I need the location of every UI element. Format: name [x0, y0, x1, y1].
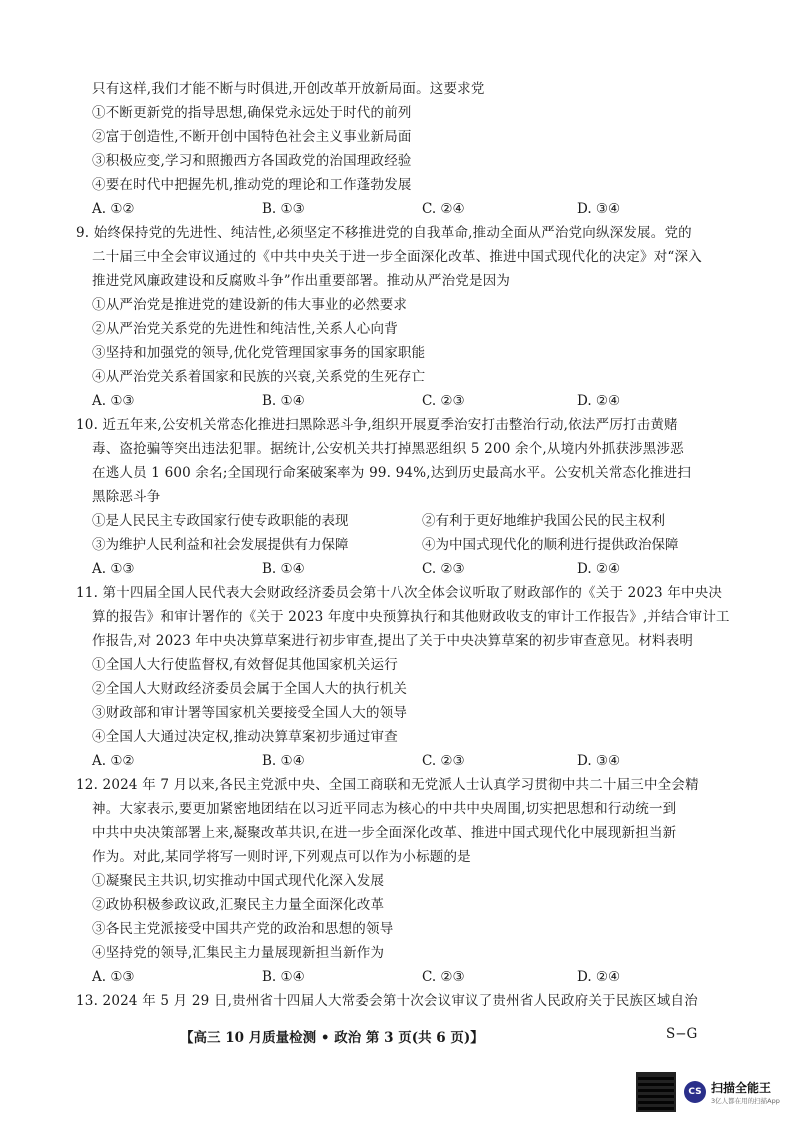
q9-option-b: B. ①④	[262, 393, 305, 409]
q11-option-b: B. ①④	[262, 753, 305, 769]
qr-code-icon	[636, 1072, 676, 1112]
q10-choice-1: ①是人民民主专政国家行使专政职能的表现	[92, 513, 349, 529]
q9-stem-2: 二十届三中全会审议通过的《中共中央关于进一步全面深化改革、推进中国式现代化的决定》对“深入	[92, 249, 702, 265]
q10-option-b: B. ①④	[262, 561, 305, 577]
q9-choice-4: ④从严治党关系着国家和民族的兴衰,关系党的生死存亡	[92, 369, 426, 385]
q9-choice-1: ①从严治党是推进党的建设新的伟大事业的必然要求	[92, 297, 408, 313]
q11-option-d: D. ③④	[577, 753, 621, 769]
q11-stem-3: 作报告,对 2023 年中央决算草案进行初步审查,提出了关于中央决算草案的初步审查意见。材料表明	[92, 633, 694, 649]
q8-choice-1: ①不断更新党的指导思想,确保党永远处于时代的前列	[92, 105, 412, 121]
q11-choice-2: ②全国人大财政经济委员会属于全国人大的执行机关	[92, 681, 408, 697]
q10-choice-4: ④为中国式现代化的顺利进行提供政治保障	[422, 537, 679, 553]
q8-stem-tail: 只有这样,我们才能不断与时俱进,开创改革开放新局面。这要求党	[92, 81, 485, 97]
q12-choice-4: ④坚持党的领导,汇集民主力量展现新担当新作为	[92, 945, 385, 961]
q12-option-a: A. ①③	[92, 969, 135, 985]
q12-stem-4: 作为。对此,某同学将写一则时评,下列观点可以作为小标题的是	[92, 849, 471, 865]
scanner-watermark	[636, 1070, 786, 1114]
q8-option-b: B. ①③	[262, 201, 305, 217]
q13-stem-3	[92, 1018, 722, 1040]
q11-choice-1: ①全国人大行使监督权,有效督促其他国家机关运行	[92, 657, 398, 673]
q10-stem-1: 10. 近五年来,公安机关常态化推进扫黑除恶斗争,组织开展夏季治安打击整治行动,依法严厉打击黄赌	[76, 417, 678, 433]
watermark-text	[711, 1079, 780, 1105]
q12-choice-3: ③各民主党派接受中国共产党的政治和思想的领导	[92, 921, 394, 937]
q11-stem-2: 算的报告》和审计署作的《关于 2023 年度中央预算执行和其他财政收支的审计工作报告》,并结合审计工	[92, 609, 730, 625]
q10-stem-2: 毒、盗抢骗等突出违法犯罪。据统计,公安机关共打掉黑恶组织 5 200 余个,从境内外抓获涉黑涉恶	[92, 441, 684, 457]
q10-choice-3: ③为维护人民利益和社会发展提供有力保障	[92, 537, 349, 553]
watermark-subtitle: 3亿人都在用的扫描App	[711, 1097, 780, 1105]
q12-choice-2: ②政协积极参政议政,汇聚民主力量全面深化改革	[92, 897, 385, 913]
camscanner-logo-icon: CS	[684, 1081, 706, 1103]
q8-choice-2: ②富于创造性,不断开创中国特色社会主义事业新局面	[92, 129, 412, 145]
paper-code: S−G	[666, 1026, 698, 1042]
q11-choice-4: ④全国人大通过决定权,推动决算草案初步通过审查	[92, 729, 398, 745]
q11-option-a: A. ①②	[92, 753, 135, 769]
q12-option-b: B. ①④	[262, 969, 305, 985]
q9-option-d: D. ②④	[577, 393, 621, 409]
q10-option-c: C. ②③	[422, 561, 465, 577]
q12-stem-3: 中共中央决策部署上来,凝聚改革共识,在进一步全面深化改革、推进中国式现代化中展现新担当新	[92, 825, 677, 841]
q9-option-c: C. ②③	[422, 393, 465, 409]
q9-option-a: A. ①③	[92, 393, 135, 409]
q11-option-c: C. ②③	[422, 753, 465, 769]
q12-stem-1: 12. 2024 年 7 月以来,各民主党派中央、全国工商联和无党派人士认真学习贯彻中共二十届三中全会精	[76, 777, 699, 793]
watermark-title: 扫描全能王	[711, 1081, 772, 1095]
q8-option-a: A. ①②	[92, 201, 135, 217]
page-footer: 【高三 10 月质量检测 • 政治 第 3 页(共 6 页)】	[180, 1030, 484, 1046]
q10-choice-2: ②有利于更好地维护我国公民的民主权利	[422, 513, 665, 529]
q10-stem-4: 黑除恶斗争	[92, 489, 161, 505]
q9-choice-2: ②从严治党关系党的先进性和纯洁性,关系人心向背	[92, 321, 398, 337]
q11-choice-3: ③财政部和审计署等国家机关要接受全国人大的领导	[92, 705, 408, 721]
q11-stem-1: 11. 第十四届全国人民代表大会财政经济委员会第十八次全体会议听取了财政部作的《关于 2023 年中央决	[76, 585, 723, 601]
q10-stem-3: 在逃人员 1 600 余名;全国现行命案破案率为 99. 94%,达到历史最高水平。公安机关常态化推进扫	[92, 465, 692, 481]
q10-option-d: D. ②④	[577, 561, 621, 577]
q9-stem-3: 推进党风廉政建设和反腐败斗争”作出重要部署。推动从严治党是因为	[92, 273, 511, 289]
q8-choice-3: ③积极应变,学习和照搬西方各国政党的治国理政经验	[92, 153, 412, 169]
q10-option-a: A. ①③	[92, 561, 135, 577]
q8-choice-4: ④要在时代中把握先机,推动党的理论和工作蓬勃发展	[92, 177, 412, 193]
q9-stem-1: 9. 始终保持党的先进性、纯洁性,必须坚定不移推进党的自我革命,推动全面从严治党向纵深发展。党的	[76, 225, 692, 241]
q13-stem-1: 13. 2024 年 5 月 29 日,贵州省十四届人大常委会第十次会议审议了贵州省人民政府关于民族区域自治	[76, 993, 698, 1009]
q12-option-d: D. ②④	[577, 969, 621, 985]
q12-option-c: C. ②③	[422, 969, 465, 985]
q9-choice-3: ③坚持和加强党的领导,优化党管理国家事务的国家职能	[92, 345, 426, 361]
q8-option-c: C. ②④	[422, 201, 465, 217]
q8-option-d: D. ③④	[577, 201, 621, 217]
q12-stem-2: 神。大家表示,要更加紧密地团结在以习近平同志为核心的中共中央周围,切实把思想和行动统一到	[92, 801, 677, 817]
q12-choice-1: ①凝聚民主共识,切实推动中国式现代化深入发展	[92, 873, 385, 889]
